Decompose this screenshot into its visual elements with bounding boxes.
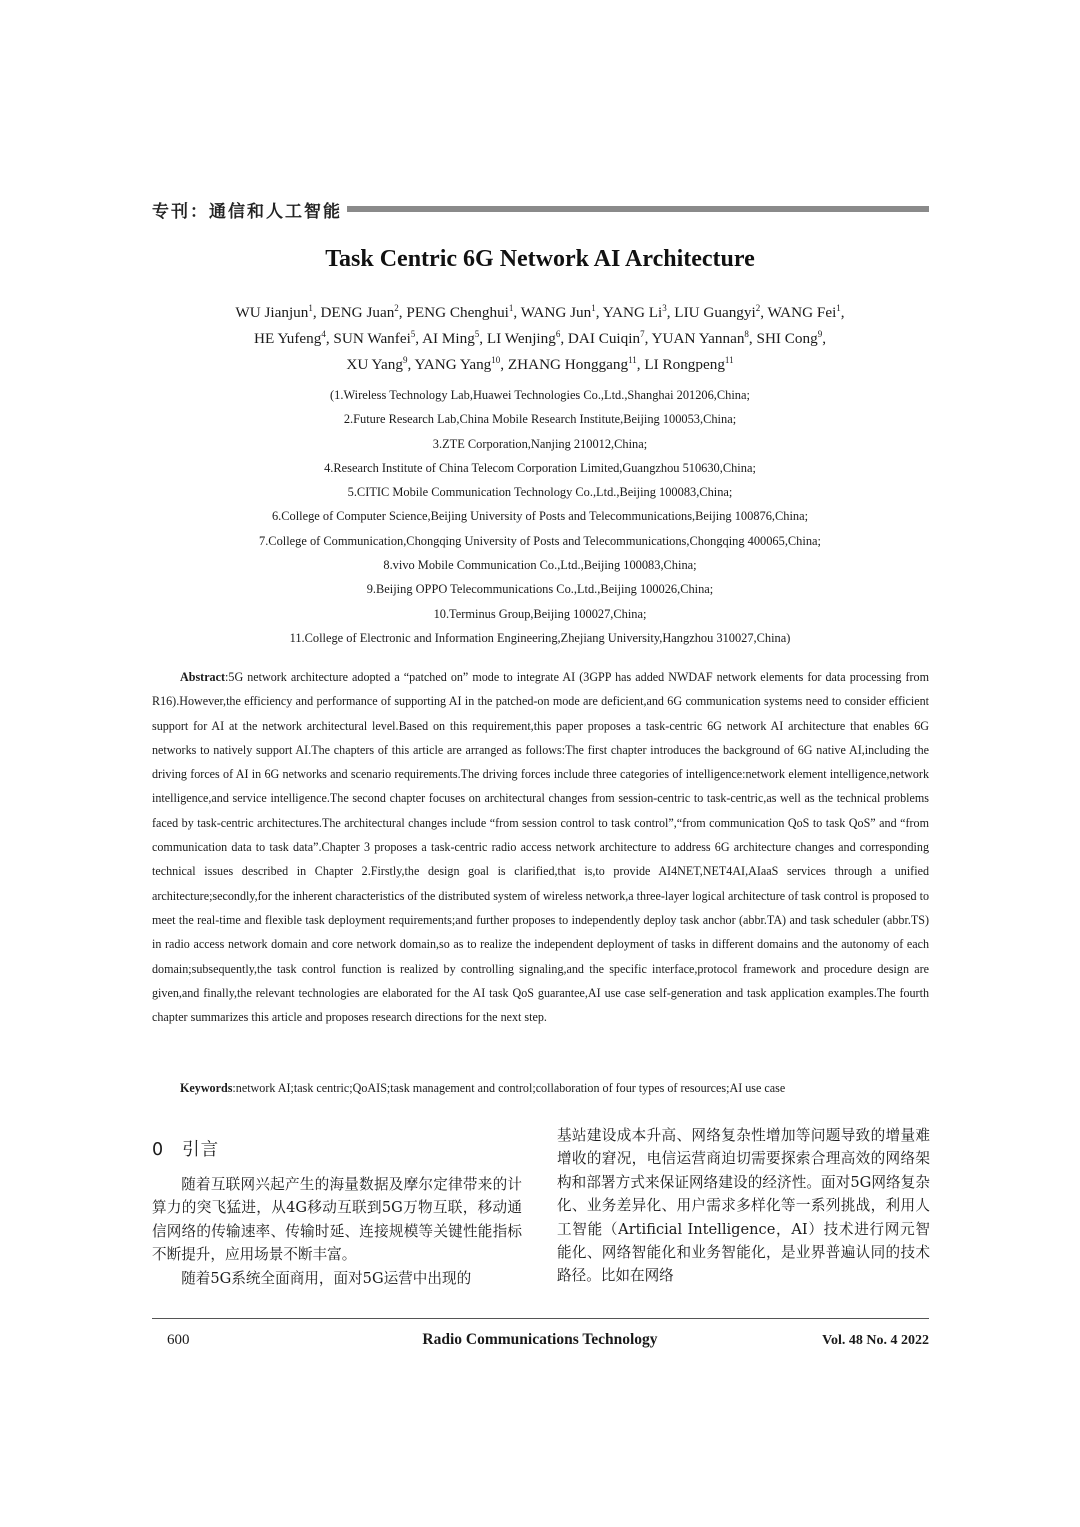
affiliation: 4.Research Institute of China Telecom Corporation Limited,Guangzhou 510630,China;: [324, 460, 756, 475]
section-title: 引言: [182, 1140, 220, 1160]
section-number: 0: [152, 1140, 165, 1160]
author: WANG Jun$^1$: [520, 303, 596, 321]
author: WANG Fei$^1$: [767, 303, 841, 321]
body-column-left: [152, 1128, 522, 1290]
journal-name: Radio Communications Technology: [422, 1331, 658, 1348]
author-line: HE Yufeng$^4$, SUN Wanfei$^5$, AI Ming$^5$, LI Wenjing$^6$, DAI Cuiqin$^7$, YUAN Yannan$^8$, SHI Cong$^9$,: [253, 329, 826, 347]
keywords-label: Keywords: [180, 1081, 233, 1095]
author-list: [150, 300, 930, 378]
author: DAI Cuiqin$^7$: [567, 329, 645, 347]
author: YANG Li$^3$: [602, 303, 667, 321]
body-paragraph: 基站建设成本升高、网络复杂性增加等问题导致的增量难增收的窘况，电信运营商迫切需要探索合理高效的网络架构和部署方式来保证网络建设的经济性。面对5G网络复杂化、业务差异化、用户需求多样化等一系列挑战，利用人工智能（Artificial Intelligence，AI）技术进行网元智能化、网络智能化和业务智能化，是业界普遍认同的技术路径。比如在网络: [557, 1127, 930, 1285]
author: XU Yang$^9$: [346, 355, 408, 373]
author: LI Rongpeng$^{11}$: [644, 355, 734, 373]
author: YUAN Yannan$^8$: [651, 329, 749, 347]
author: LIU Guangyi$^2$: [674, 303, 761, 321]
section-heading: [152, 1136, 522, 1161]
author: DENG Juan$^2$: [320, 303, 399, 321]
author: SUN Wanfei$^5$: [333, 329, 416, 347]
author: SHI Cong$^9$: [756, 329, 823, 347]
affiliation-list: [150, 383, 930, 650]
abstract: Abstract:5G network architecture adopted a “patched on” mode to integrate AI (3GPP has added NWDAF network elements for data processing from R16).However,the efficiency and performance of supporting AI in the patched-on mode are deficient,and 6G communication systems need to consider efficient support for AI at the network architectural level.Based on this requirement,this paper proposes a task-centric 6G network AI architecture that enables 6G networks to natively support AI.The chapters of this article are arranged as follows:The first chapter introduces the background of 6G native AI,including the driving forces of AI in 6G networks and scenario requirements.The driving forces include three categories of intelligence:network element intelligence,network intelligence,and service intelligence.The second chapter focuses on architectural changes from session-centric to task-centric,as well as the technical problems faced by task-centric architectures.The architectural changes include “from session control to task control”,“from communication QoS to task QoS” and “from communication data to task data”.Chapter 3 proposes a task-centric radio access network architecture to address 6G architecture changes and corresponding technical issues described in Chapter 2.Firstly,the design goal is clarified,that is,to provide AI4NET,NET4AI,AIaaS services through a unified architecture;secondly,for the inherent characteristics of the distributed system of wireless network,a three-layer logical architecture of task control is proposed to meet the real-time and flexible task deployment requirements;and further proposes to independently deploy task anchor (abbr.TA) and task scheduler (abbr.TS) in radio access network domain and core network domain,so as to realize the independent deployment of tasks in different domains and the autonomy of each domain;subsequently,the task control function is realized by controlling signaling,and the specific interface,protocol framework and procedure design are given,and finally,the relevant technologies are elaborated for the AI task QoS guarantee,AI use case self-generation and task application examples.The fourth chapter summarizes this article and proposes research directions for the next step.: [152, 670, 929, 1025]
keywords: Keywords:network AI;task centric;QoAIS;task management and control;collaboration of four types of resources;AI use case: [180, 1081, 786, 1095]
body-paragraph: 随着互联网兴起产生的海量数据及摩尔定律带来的计算力的突飞猛进，从4G移动互联到5G万物互联，移动通信网络的传输速率、传输时延、连接规模等关键性能指标不断提升，应用场景不断丰富。: [152, 1176, 522, 1264]
paper-title: Task Centric 6G Network AI Architecture: [325, 246, 755, 272]
affiliation: 5.CITIC Mobile Communication Technology Co.,Ltd.,Beijing 100083,China;: [347, 485, 733, 500]
footer-rule: [152, 1318, 929, 1319]
author: ZHANG Honggang$^{11}$: [507, 355, 637, 373]
author: HE Yufeng$^4$: [253, 329, 326, 347]
abstract-label: Abstract: [180, 670, 226, 684]
keywords-text: network AI;task centric;QoAIS;task management and control;collaboration of four types of resources;AI use case: [235, 1081, 786, 1095]
abstract-text: 5G network architecture adopted a “patched on” mode to integrate AI (3GPP has added NWDAF network elements for data processing from R16).However,the efficiency and performance of supporting AI in the patched-on mode are deficient,and 6G communication systems need to consider efficient support for AI at the network architectural level.Based on this requirement,this paper proposes a task-centric 6G network AI architecture that enables 6G networks to natively support AI.The chapters of this article are arranged as follows:The first chapter introduces the background of 6G native AI,including the driving forces of AI in 6G networks and scenario requirements.The driving forces include three categories of intelligence:network element intelligence,network intelligence,and service intelligence.The second chapter focuses on architectural changes from session-centric to task-centric,as well as the technical problems faced by task-centric architectures.The architectural changes include “from session control to task control”,“from communication QoS to task QoS” and “from communication data to task data”.Chapter 3 proposes a task-centric radio access network architecture to address 6G architecture changes and corresponding technical issues described in Chapter 2.Firstly,the design goal is clarified,that is,to provide AI4NET,NET4AI,AIaaS services through a unified architecture;secondly,for the inherent characteristics of the distributed system of wireless network,a three-layer logical architecture of task control is proposed to meet the real-time and flexible task deployment requirements;and further proposes to independently deploy task anchor (abbr.TA) and task scheduler (abbr.TS) in radio access network domain and core network domain,so as to realize the independent deployment of tasks in different domains and the autonomy of each domain;subsequently,the task control function is realized by controlling signaling,and the specific interface,protocol framework and procedure design are given,and finally,the relevant technologies are elaborated for the AI task QoS guarantee,AI use case self-generation and task application examples.The fourth chapter summarizes this article and proposes research directions for the next step.: [152, 670, 929, 1025]
affiliation: 6.College of Computer Science,Beijing University of Posts and Telecommunications,Beijing 100876,China;: [271, 509, 809, 524]
author-line: XU Yang$^9$, YANG Yang$^{10}$, ZHANG Honggang$^{11}$, LI Rongpeng$^{11}$: [346, 355, 734, 373]
affiliation: (1.Wireless Technology Lab,Huawei Technologies Co.,Ltd.,Shanghai 201206,China;: [330, 388, 750, 402]
author: PENG Chenghui$^1$: [406, 303, 514, 321]
affiliation: 11.College of Electronic and Information Engineering,Zhejiang University,Hangzhou 310027,China): [289, 630, 791, 645]
header-rule: [347, 206, 929, 212]
body-paragraph: 随着5G系统全面商用，面对5G运营中出现的: [181, 1269, 472, 1287]
column-tag: 专刊：通信和人工智能: [152, 202, 342, 221]
author: YANG Yang$^{10}$: [414, 355, 501, 373]
page-number: 600: [167, 1332, 190, 1348]
affiliation: 7.College of Communication,Chongqing University of Posts and Telecommunications,Chongqing 400065,China;: [259, 533, 821, 548]
affiliation: 9.Beijing OPPO Telecommunications Co.,Ltd.,Beijing 100026,China;: [366, 582, 714, 597]
author: WU Jianjun$^1$: [235, 303, 313, 321]
author: LI Wenjing$^6$: [486, 329, 561, 347]
volume-info: Vol. 48 No. 4 2022: [822, 1333, 929, 1348]
author-line: WU Jianjun$^1$, DENG Juan$^2$, PENG Chenghui$^1$, WANG Jun$^1$, YANG Li$^3$, LIU Guangyi$^2$, WANG Fei$^1$,: [235, 303, 845, 321]
affiliation: 3.ZTE Corporation,Nanjing 210012,China;: [432, 436, 648, 451]
affiliation: 10.Terminus Group,Beijing 100027,China;: [433, 606, 647, 621]
body-column-right: [557, 1124, 930, 1288]
affiliation: 8.vivo Mobile Communication Co.,Ltd.,Beijing 100083,China;: [383, 558, 697, 573]
author: AI Ming$^5$: [422, 329, 480, 347]
affiliation: 2.Future Research Lab,China Mobile Research Institute,Beijing 100053,China;: [343, 412, 737, 427]
